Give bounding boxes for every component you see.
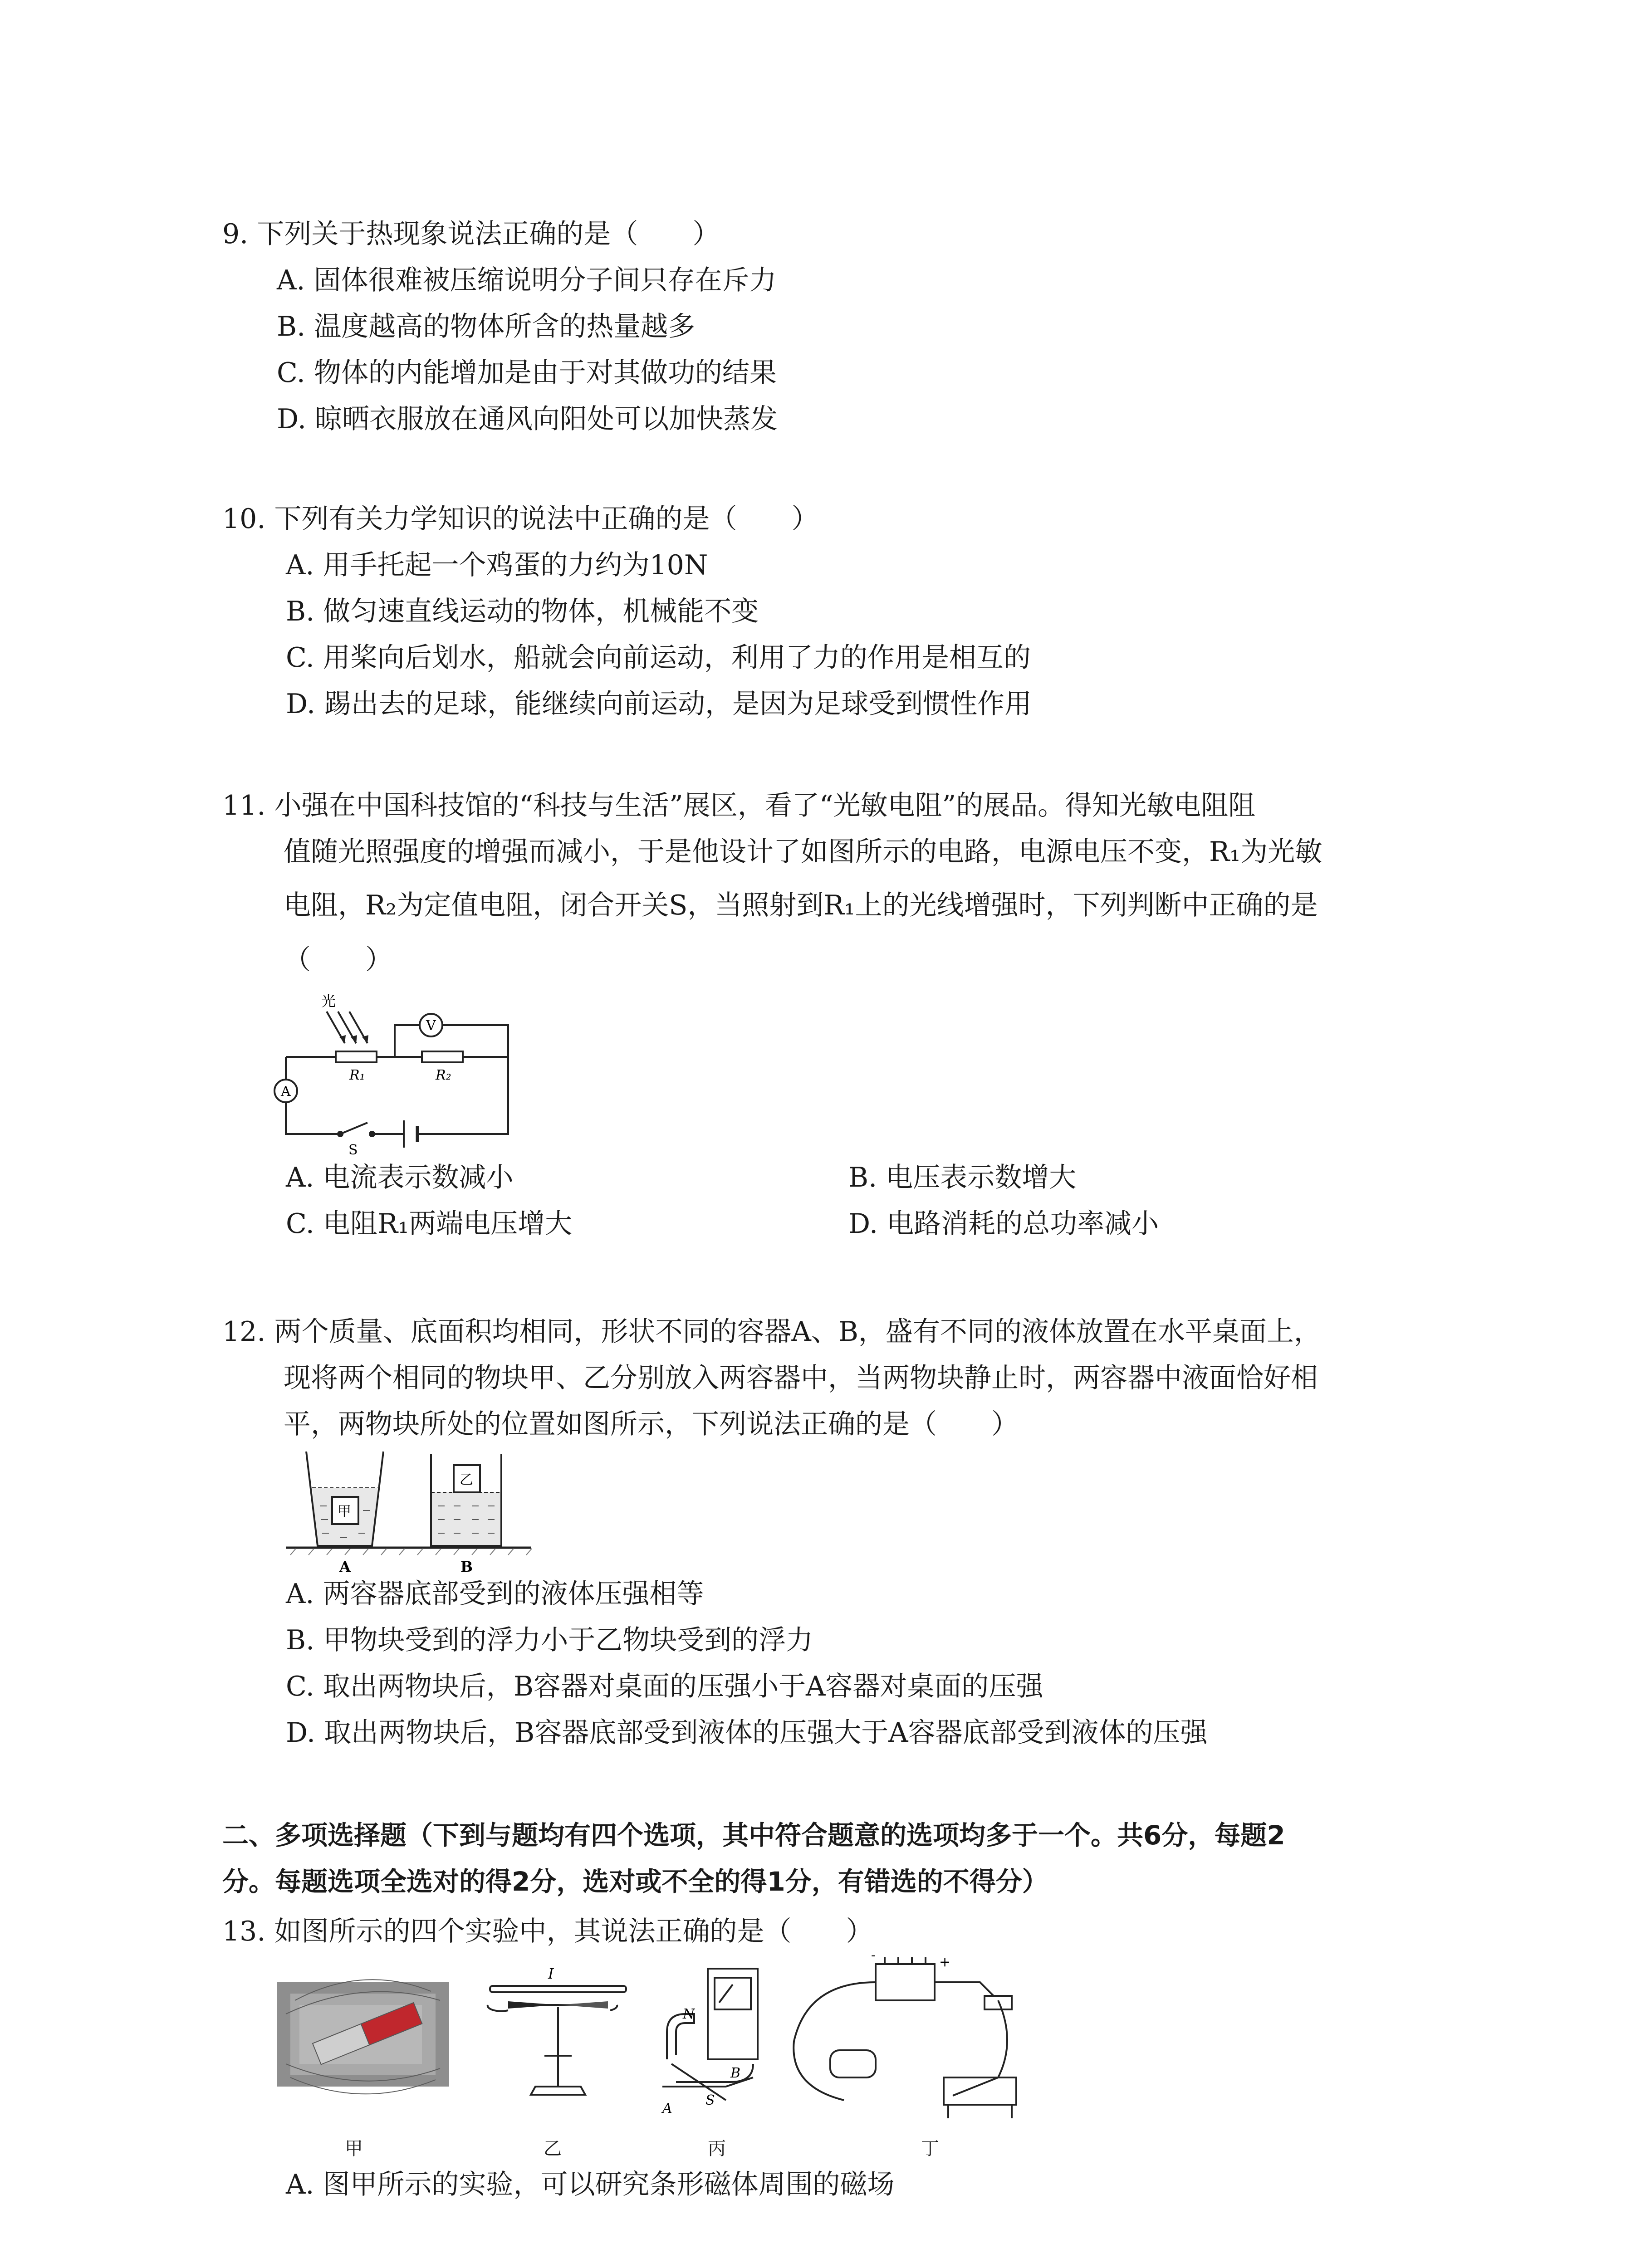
q12-option-a: A. 两容器底部受到的液体压强相等: [286, 1578, 704, 1610]
q9-stem: 9. 下列关于热现象说法正确的是（ ）: [222, 218, 720, 250]
q13-fig-north-label: N: [683, 2006, 695, 2022]
q13-fig-south-label: S: [705, 2092, 715, 2108]
q13-fig-minus-label: -: [871, 1950, 876, 1963]
q13-experiments-figure: [272, 1950, 1043, 2132]
q10-option-a: A. 用手托起一个鸡蛋的力约为10N: [286, 549, 708, 581]
q13-fig-caption-ding: 丁: [921, 2138, 939, 2159]
q9-option-c: C. 物体的内能增加是由于对其做功的结果: [277, 357, 777, 389]
q13-fig-bing-induction: [662, 1969, 758, 2100]
q12-option-d: D. 取出两物块后，B容器底部受到液体的压强大于A容器底部受到液体的压强: [286, 1717, 1208, 1749]
q11-fig-r2-label: R₂: [436, 1067, 451, 1083]
q11-stem-line-2: 值随光照强度的增强而减小，于是他设计了如图所示的电路，电源电压不变，R₁为光敏: [284, 836, 1323, 868]
section2-heading-line-2: 分。每题选项全选对的得2分，选对或不全的得1分，有错选的不得分）: [222, 1866, 1048, 1897]
q11-option-d: D. 电路消耗的总功率减小: [848, 1208, 1159, 1240]
q10-option-c: C. 用桨向后划水，船就会向前运动，利用了力的作用是相互的: [286, 642, 1031, 674]
q10-option-d: D. 踢出去的足球，能继续向前运动，是因为足球受到惯性作用: [286, 688, 1032, 720]
q13-fig-current-label: I: [548, 1965, 554, 1982]
q10-option-b: B. 做匀速直线运动的物体，机械能不变: [286, 596, 759, 627]
q12-fig-container-b-label: B: [460, 1558, 473, 1575]
q12-option-b: B. 甲物块受到的浮力小于乙物块受到的浮力: [286, 1624, 813, 1656]
q11-stem-line-4: （ ）: [284, 944, 392, 976]
q13-fig-jia-magnet-photo: [277, 1980, 449, 2094]
q9-option-d: D. 晾晒衣服放在通风向阳处可以加快蒸发: [277, 403, 778, 435]
q13-stem: 13. 如图所示的四个实验中，其说法正确的是（ ）: [222, 1916, 873, 1947]
q11-fig-r1-label: R₁: [349, 1067, 365, 1083]
q12-stem-line-1: 12. 两个质量、底面积均相同，形状不同的容器A、B，盛有不同的液体放置在水平桌面上，: [222, 1316, 1321, 1348]
q11-option-c: C. 电阻R₁两端电压增大: [286, 1208, 573, 1240]
q9-option-a: A. 固体很难被压缩说明分子间只存在斥力: [277, 264, 777, 296]
q13-fig-caption-yi: 乙: [544, 2138, 562, 2159]
q12-stem-line-2: 现将两个相同的物块甲、乙分别放入两容器中，当两物块静止时，两容器中液面恰好相: [284, 1362, 1318, 1394]
q12-stem-line-3: 平，两物块所处的位置如图所示，下列说法正确的是（ ）: [284, 1408, 1019, 1440]
q13-fig-b-label: B: [730, 2065, 741, 2081]
q10-stem: 10. 下列有关力学知识的说法中正确的是（ ）: [222, 503, 819, 535]
q11-fig-ammeter-label: A: [281, 1084, 291, 1100]
q11-option-a: A. 电流表示数减小: [286, 1162, 514, 1193]
q11-fig-light-label: 光: [321, 992, 336, 1010]
q11-fig-switch-label: S: [348, 1142, 358, 1157]
q13-fig-caption-jia: 甲: [345, 2138, 363, 2159]
q12-fig-block-a-label: 甲: [338, 1504, 351, 1520]
q12-fig-container-a-label: A: [339, 1558, 351, 1575]
q11-fig-voltmeter-label: V: [426, 1018, 436, 1034]
q12-containers-diagram: [281, 1442, 535, 1579]
q12-fig-block-b-label: 乙: [460, 1472, 473, 1488]
q12-option-c: C. 取出两物块后，B容器对桌面的压强小于A容器对桌面的压强: [286, 1671, 1043, 1702]
q11-circuit-diagram: [272, 984, 526, 1157]
q9-option-b: B. 温度越高的物体所含的热量越多: [277, 311, 696, 342]
q11-stem-line-3: 电阻，R₂为定值电阻，闭合开关S，当照射到R₁上的光线增强时，下列判断中正确的是: [284, 890, 1318, 921]
q13-fig-a-label: A: [662, 2101, 672, 2116]
q13-fig-caption-bing: 丙: [708, 2138, 726, 2159]
q13-fig-ding-motor: [794, 1957, 1016, 2118]
section2-heading-line-1: 二、多项选择题（下到与题均有四个选项，其中符合题意的选项均多于一个。共6分，每题2: [222, 1820, 1285, 1851]
q11-option-b: B. 电压表示数增大: [848, 1162, 1077, 1193]
q13-option-a: A. 图甲所示的实验，可以研究条形磁体周围的磁场: [286, 2169, 895, 2200]
q11-stem-line-1: 11. 小强在中国科技馆的“科技与生活”展区，看了“光敏电阻”的展品。得知光敏电阻阻: [222, 790, 1256, 821]
q13-fig-plus-label: +: [939, 1954, 951, 1970]
